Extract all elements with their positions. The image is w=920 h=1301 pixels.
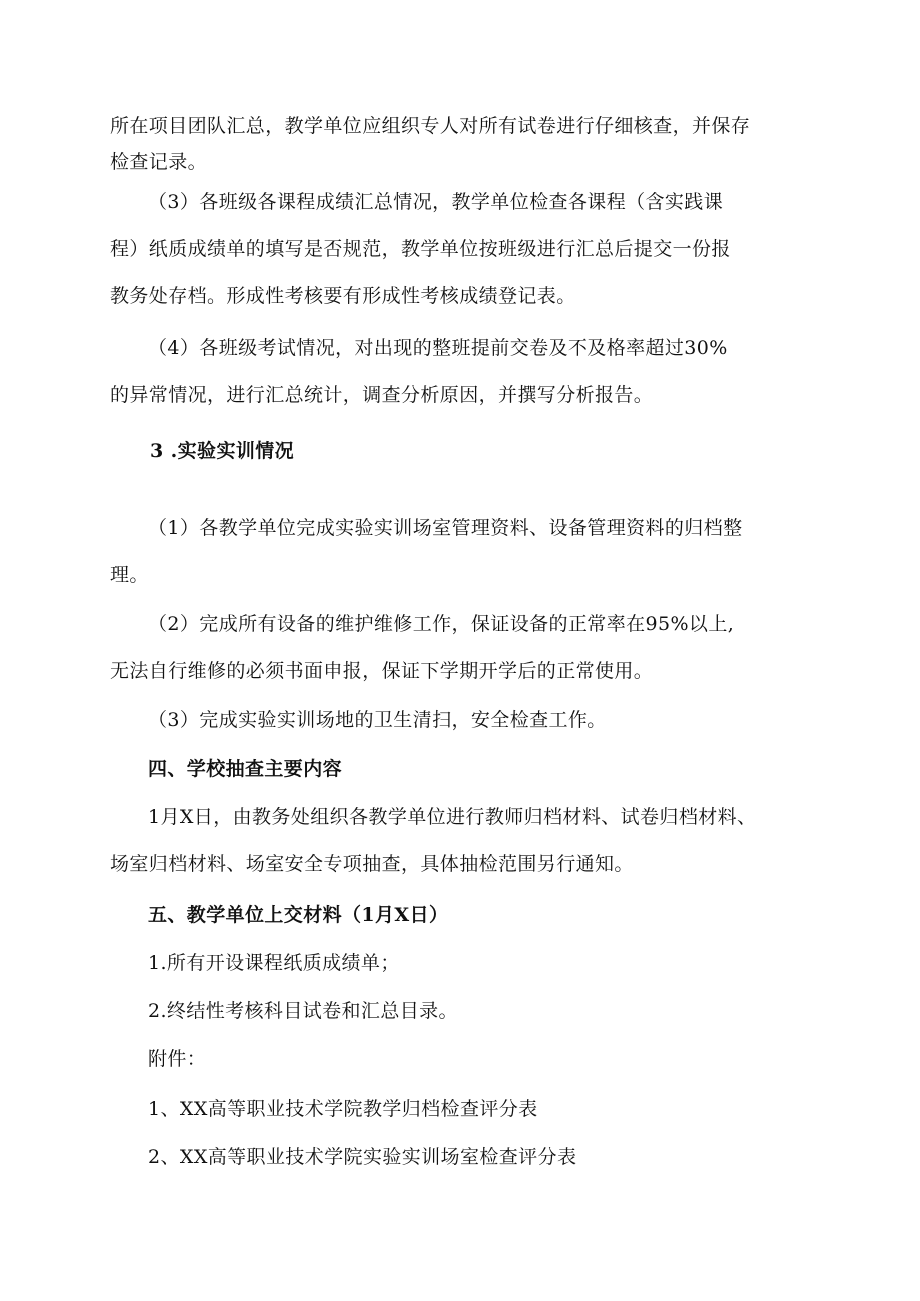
heading-text: 3 .实验实训情况	[150, 440, 295, 462]
text-line: 所在项目团队汇总，教学单位应组织专人对所有试卷进行仔细核查，并保存	[110, 115, 751, 137]
text-line: （4）各班级考试情况，对出现的整班提前交卷及不及格率超过30%	[148, 337, 728, 359]
text-line: 2、XX高等职业技术学院实验实训场室检查评分表	[148, 1146, 577, 1168]
paragraph-lab-records	[110, 510, 820, 593]
text-line: 1.所有开设课程纸质成绩单；	[148, 952, 400, 974]
paragraph-inspection-content	[110, 799, 820, 882]
section-heading-submission	[148, 897, 820, 933]
paragraph-archive-check	[110, 108, 820, 180]
text-line: 1、XX高等职业技术学院教学归档检查评分表	[148, 1098, 538, 1120]
section-heading-lab-training	[150, 433, 860, 469]
text-line: （3）各班级各课程成绩汇总情况，教学单位检查各课程（含实践课	[148, 191, 724, 213]
text-line: （3）完成实验实训场地的卫生清扫，安全检查工作。	[148, 709, 607, 731]
attachments-label	[148, 1041, 820, 1077]
text-line: 附件：	[148, 1048, 207, 1070]
section-heading-school-inspection	[148, 751, 820, 787]
text-line: （2）完成所有设备的维护维修工作，保证设备的正常率在95%以上,	[148, 613, 735, 635]
paragraph-grade-summary	[110, 184, 820, 314]
text-line: 程）纸质成绩单的填写是否规范，教学单位按班级进行汇总后提交一份报	[110, 238, 731, 260]
attachment-item-lab-inspection	[148, 1139, 820, 1175]
paragraph-exam-status	[110, 330, 820, 413]
list-item-grade-sheets	[148, 945, 820, 981]
list-item-exam-papers	[148, 993, 820, 1029]
text-line: 教务处存档。形成性考核要有形成性考核成绩登记表。	[110, 285, 576, 307]
text-line: 理。	[110, 564, 149, 586]
text-line: 2.终结性考核科目试卷和汇总目录。	[148, 1000, 458, 1022]
attachment-item-teaching-archive	[148, 1091, 820, 1127]
text-line: 检查记录。	[110, 151, 208, 173]
paragraph-cleaning	[148, 702, 820, 738]
heading-text: 五、教学单位上交材料（1月X日）	[148, 904, 449, 926]
text-line: 无法自行维修的必须书面申报，保证下学期开学后的正常使用。	[110, 660, 654, 682]
text-line: 1月X日，由教务处组织各教学单位进行教师归档材料、试卷归档材料、	[148, 806, 757, 828]
paragraph-equipment-maintenance	[110, 606, 820, 689]
text-line: （1）各教学单位完成实验实训场室管理资料、设备管理资料的归档整	[148, 517, 743, 539]
text-line: 的异常情况，进行汇总统计，调查分析原因，并撰写分析报告。	[110, 384, 654, 406]
heading-text: 四、学校抽查主要内容	[148, 758, 343, 780]
text-line: 场室归档材料、场室安全专项抽查，具体抽检范围另行通知。	[110, 853, 634, 875]
